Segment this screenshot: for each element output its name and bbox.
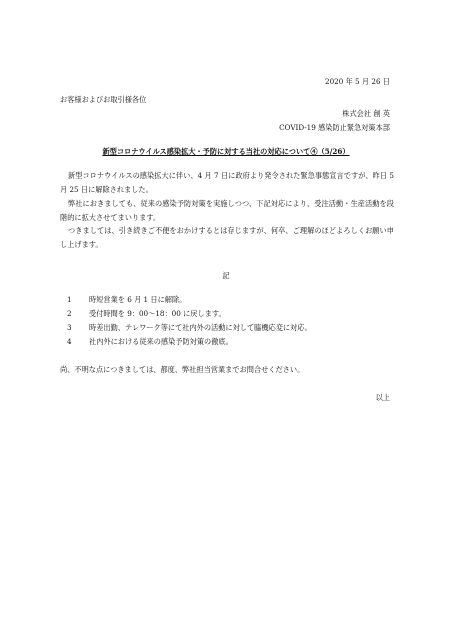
list-item-text: 社内外における従来の感染予防対策の徹底。 xyxy=(89,337,233,346)
list-item-number: 3 xyxy=(67,323,72,332)
list-item-number: 2 xyxy=(67,309,72,318)
company-name: 株式会社 創 英 xyxy=(342,109,390,118)
addressee: お客様およびお取引様各位 xyxy=(60,95,147,104)
paragraph-2: 弊社におきましても、従来の感染予防対策を実施しつつ、下記対応により、受注活動・生産活動を段階的に拡大させてまいります。 xyxy=(60,199,394,222)
list-item xyxy=(67,296,186,303)
paragraph-1: 新型コロナウイルスの感染拡大に伴い、4 月 7 日に政府より発令された緊急事態宣言ですが、昨日 5 月 25 日に解除されました。 xyxy=(60,171,394,194)
list-item xyxy=(67,338,233,345)
list-item-number: 4 xyxy=(67,337,72,346)
document-title: 新型コロナウイルス感染拡大・予防に対する当社の対応について④（5/26） xyxy=(102,147,350,156)
list-item-text: 受付時間を 9：00～18：00 に戻します。 xyxy=(89,309,226,318)
department-name: COVID-19 感染防止緊急対策本部 xyxy=(279,123,390,132)
closing-mark: 以上 xyxy=(375,393,390,402)
list-item-text: 時差出勤、テレワーク等にて社内外の活動に対して臨機応変に対応。 xyxy=(89,323,312,332)
paragraph-3: つきましては、引き続きご不便をおかけするとは存じますが、何卒、ご理解のほどよろしくお願い申し上げます。 xyxy=(60,226,394,249)
list-item-number: 1 xyxy=(67,295,72,304)
ki-heading: 記 xyxy=(222,271,230,280)
list-item xyxy=(67,324,312,331)
list-item-text: 時短営業を 6 月 1 日に解除。 xyxy=(89,295,187,304)
document-date: 2020 年 5 月 26 日 xyxy=(325,77,390,86)
closing-note: 尚、不明な点につきましては、都度、弊社担当営業までお問合せください。 xyxy=(60,365,305,374)
list-item xyxy=(67,310,226,317)
